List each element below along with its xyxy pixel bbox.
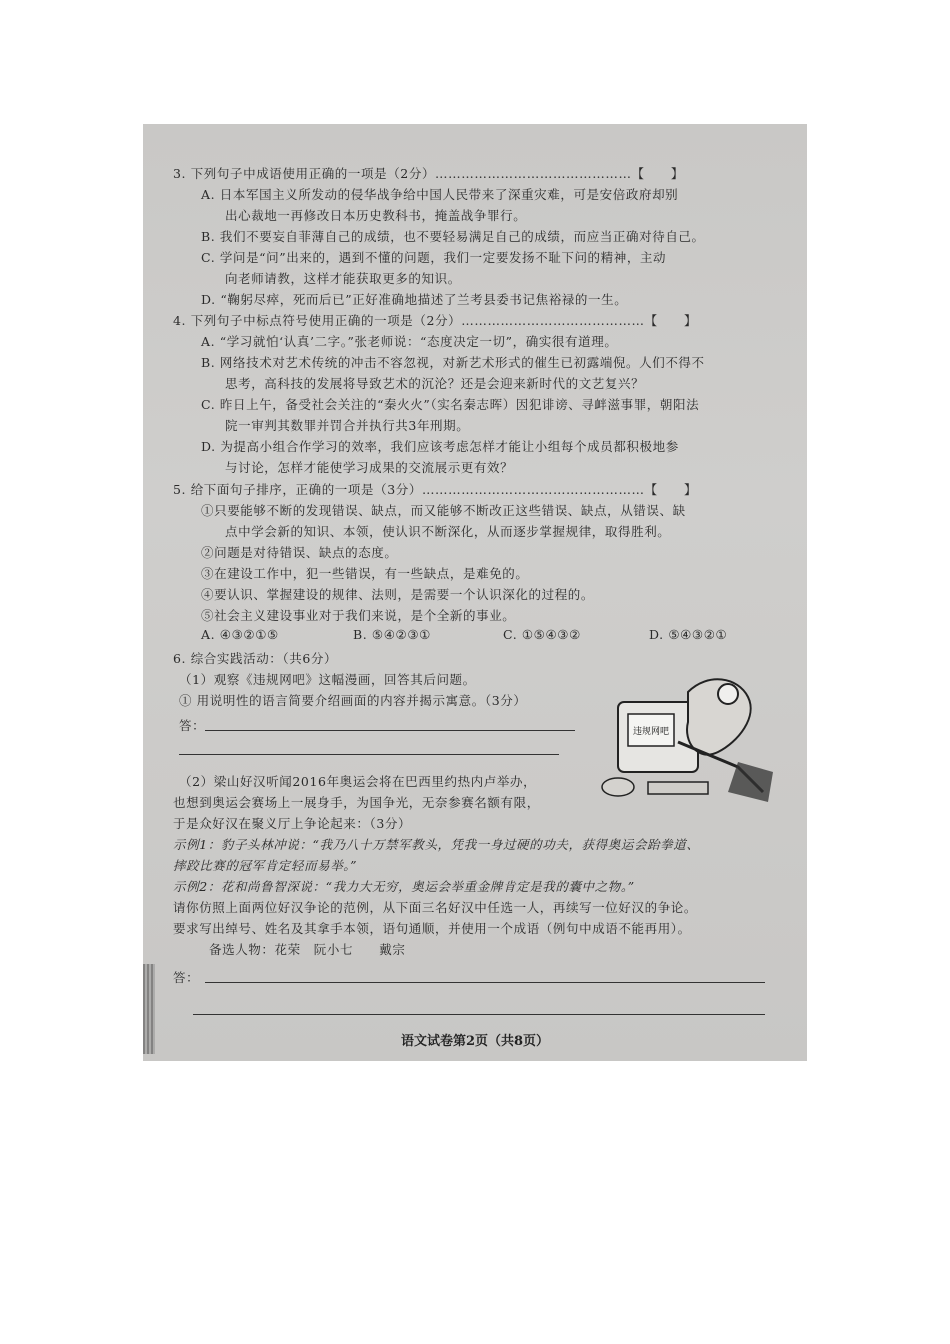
q3-stem: 3. 下列句子中成语使用正确的一项是（2分）………………………………………【 】	[173, 166, 684, 181]
q6-requirement-line2: 要求写出绰号、姓名及其拿手本领，语句通顺，并使用一个成语（例句中成语不能再用）。	[173, 921, 691, 936]
answer-line	[205, 982, 765, 983]
q4-stem: 4. 下列句子中标点符号使用正确的一项是（2分）……………………………………【 】	[173, 313, 698, 328]
q4-option-c-line1: C. 昨日上午，备受社会关注的“秦火火”（实名秦志晖）因犯诽谤、寻衅滋事罪，朝阳法	[201, 397, 700, 412]
mouse-icon	[602, 778, 634, 796]
q6-requirement-line1: 请你仿照上面两位好汉争论的范例，从下面三名好汉中任选一人，再续写一位好汉的争论。	[173, 900, 698, 915]
q6-part2-line3: 于是众好汉在聚义厅上争论起来：（3分）	[173, 816, 412, 831]
q6-example1-line1: 示例1：豹子头林冲说：“我乃八十万禁军教头，凭我一身过硬的功夫，获得奥运会跆拳道、	[173, 837, 700, 852]
q5-option-d: D. ⑤④③②①	[649, 627, 728, 642]
q3-option-c-line1: C. 学问是“问”出来的，遇到不懂的问题，我们一定要发扬不耻下问的精神，主动	[201, 250, 667, 265]
answer-line	[179, 754, 559, 755]
q4-option-d-line1: D. 为提高小组合作学习的效率，我们应该考虑怎样才能让小组每个成员都积极地参	[201, 439, 679, 454]
q6-part2-answer-label: 答：	[173, 970, 200, 985]
q6-part2-line1: （2）梁山好汉听闻2016年奥运会将在巴西里约热内卢举办，	[179, 774, 537, 789]
q5-sentence-2: ②问题是对待错误、缺点的态度。	[201, 545, 398, 560]
page-footer: 语文试卷第2页（共8页）	[400, 1034, 550, 1049]
q5-option-c: C. ①⑤④③②	[503, 627, 581, 642]
q5-sentence-1-line1: ①只要能够不断的发现错误、缺点，而又能够不断改正这些错误、缺点，从错误、缺	[201, 503, 686, 518]
q5-sentence-1-line2: 点中学会新的知识、本领，使认识不断深化，从而逐步掌握规律，取得胜利。	[225, 524, 671, 539]
q4-option-b-line2: 思考，高科技的发展将导致艺术的沉沦？还是会迎来新时代的文艺复兴？	[225, 376, 645, 391]
q6-example1-line2: 摔跤比赛的冠军肯定轻而易举。”	[173, 858, 358, 873]
keyboard-icon	[648, 782, 708, 794]
q4-option-c-line2: 院一审判其数罪并罚合并执行共3年刑期。	[225, 418, 470, 433]
q5-option-a: A. ④③②①⑤	[201, 627, 279, 642]
q6-part2-line2: 也想到奥运会赛场上一展身手，为国争光，无奈参赛名额有限，	[173, 795, 540, 810]
q4-option-b-line1: B. 网络技术对艺术传统的冲击不容忽视，对新艺术形式的催生已初露端倪。人们不得不	[201, 355, 705, 370]
q5-sentence-3: ③在建设工作中，犯一些错误，有一些缺点，是难免的。	[201, 566, 529, 581]
q3-option-b: B. 我们不要妄自菲薄自己的成绩，也不要轻易满足自己的成绩，而应当正确对待自己。	[201, 229, 705, 244]
q6-part1: （1）观察《违规网吧》这幅漫画，回答其后问题。	[179, 672, 476, 687]
q3-option-a-line1: A. 日本军国主义所发动的侵华战争给中国人民带来了深重灾难，可是安倍政府却别	[201, 187, 679, 202]
q6-part1-answer-label: 答：	[179, 718, 206, 733]
answer-line	[205, 730, 575, 731]
q6-stem: 6. 综合实践活动：（共6分）	[173, 651, 338, 666]
q5-stem: 5. 给下面句子排序，正确的一项是（3分）……………………………………………【 】	[173, 482, 698, 497]
cartoon-illustration	[588, 672, 778, 812]
q4-option-a: A. “学习就怕‘认真’二字。”张老师说：“态度决定一切”，确实很有道理。	[201, 334, 618, 349]
q6-example2: 示例2：花和尚鲁智深说：“我力大无穷，奥运会举重金牌肯定是我的囊中之物。”	[173, 879, 635, 894]
q3-option-c-line2: 向老师请教，这样才能获取更多的知识。	[225, 271, 461, 286]
cartoon-sign-text: 违规网吧	[632, 727, 670, 737]
q5-option-b: B. ⑤④②③①	[353, 627, 431, 642]
q3-option-a-line2: 出心裁地一再修改日本历史教科书，掩盖战争罪行。	[225, 208, 527, 223]
exam-page-photo	[143, 124, 807, 1061]
q3-option-d: D. “鞠躬尽瘁，死而后已”正好准确地描述了兰考县委书记焦裕禄的一生。	[201, 292, 628, 307]
q5-sentence-5: ⑤社会主义建设事业对于我们来说，是个全新的事业。	[201, 608, 516, 623]
answer-line	[193, 1014, 765, 1015]
q6-candidates: 备选人物：花荣 阮小七 戴宗	[209, 942, 406, 957]
q6-part1-question: ① 用说明性的语言简要介绍画面的内容并揭示寓意。（3分）	[179, 693, 527, 708]
q5-sentence-4: ④要认识、掌握建设的规律、法则，是需要一个认识深化的过程的。	[201, 587, 595, 602]
q4-option-d-line2: 与讨论，怎样才能使学习成果的交流展示更有效？	[225, 460, 514, 475]
